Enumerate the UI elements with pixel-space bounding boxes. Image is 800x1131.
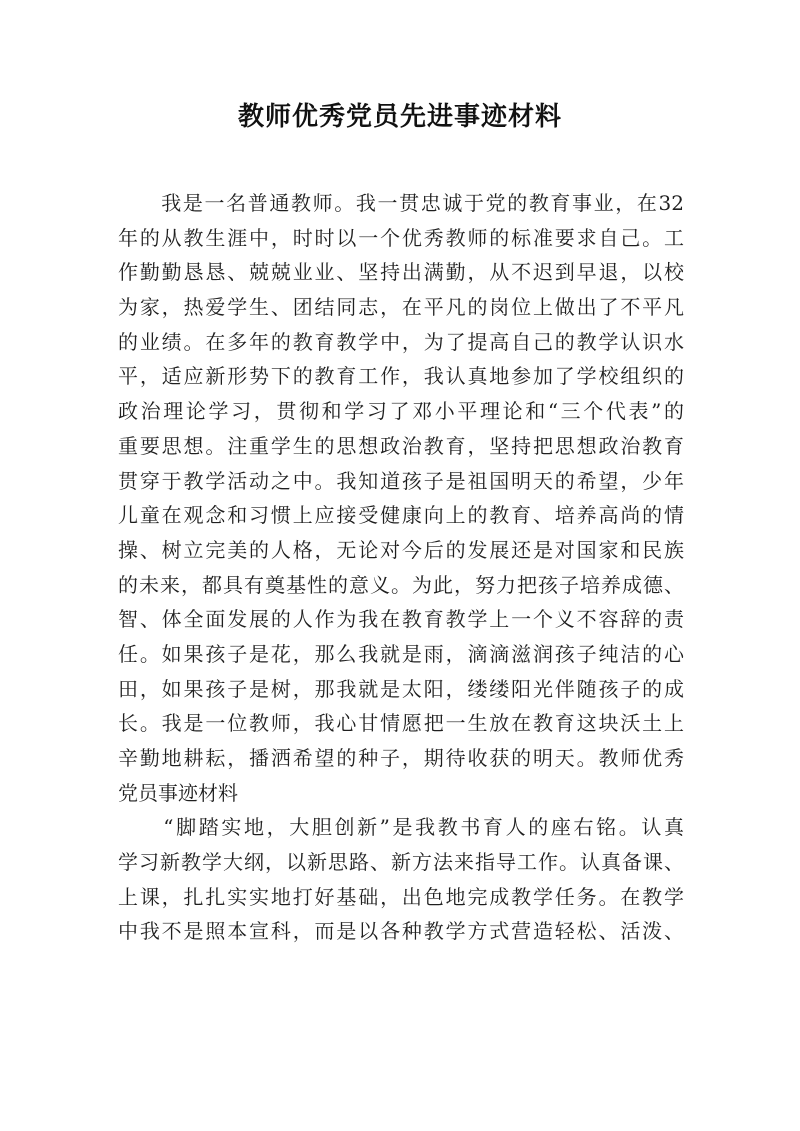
document-title: 教师优秀党员先进事迹材料 xyxy=(237,102,562,132)
paragraph-1-line: 长。我是一位教师，我心甘情愿把一生放在教育这块沃土上 xyxy=(118,711,684,736)
paragraph-2-line: 上课，扎扎实实地打好基础，出色地完成教学任务。在教学 xyxy=(118,884,684,909)
paragraph-1-line: 的未来，都具有奠基性的意义。为此，努力把孩子培养成德、 xyxy=(118,572,684,597)
paragraph-1-line: 智、体全面发展的人作为我在教育教学上一个义不容辞的责 xyxy=(118,607,684,632)
paragraph-2-line: 中我不是照本宣科，而是以各种教学方式营造轻松、活泼、 xyxy=(118,919,684,944)
paragraph-1-line: 儿童在观念和习惯上应接受健康向上的教育、培养高尚的情 xyxy=(118,503,684,528)
document-body xyxy=(118,186,684,949)
paragraph-2-line: “脚踏实地，大胆创新”是我教书育人的座右铭。认真 xyxy=(118,815,684,840)
paragraph-1-line: 我是一名普通教师。我一贯忠诚于党的教育事业，在32 xyxy=(118,191,684,215)
paragraph-1-line: 的业绩。在多年的教育教学中，为了提高自己的教学认识水 xyxy=(118,329,684,354)
paragraph-1-line: 贯穿于教学活动之中。我知道孩子是祖国明天的希望，少年 xyxy=(118,468,684,493)
paragraph-1-line: 党员事迹材料 xyxy=(118,780,238,805)
paragraph-1-line: 为家，热爱学生、团结同志，在平凡的岗位上做出了不平凡 xyxy=(118,295,684,320)
paragraph-1-line: 任。如果孩子是花，那么我就是雨，滴滴滋润孩子纯洁的心 xyxy=(118,641,684,666)
paragraph-2-line: 学习新教学大纲，以新思路、新方法来指导工作。认真备课、 xyxy=(118,850,684,875)
paragraph-1-line: 平，适应新形势下的教育工作，我认真地参加了学校组织的 xyxy=(118,364,684,389)
paragraph-1-line: 田，如果孩子是树，那我就是太阳，缕缕阳光伴随孩子的成 xyxy=(118,676,684,701)
paragraph-1-line: 年的从教生涯中，时时以一个优秀教师的标准要求自己。工 xyxy=(118,225,684,250)
paragraph-1-line: 重要思想。注重学生的思想政治教育，坚持把思想政治教育 xyxy=(118,433,684,458)
paragraph-1-line: 作勤勤恳恳、兢兢业业、坚持出满勤，从不迟到早退，以校 xyxy=(118,260,684,285)
paragraph-1-line: 辛勤地耕耘，播洒希望的种子，期待收获的明天。教师优秀 xyxy=(118,746,684,770)
paragraph-1-line: 操、树立完美的人格，无论对今后的发展还是对国家和民族 xyxy=(118,537,684,562)
paragraph-1-line: 政治理论学习，贯彻和学习了邓小平理论和“三个代表”的 xyxy=(118,399,684,424)
